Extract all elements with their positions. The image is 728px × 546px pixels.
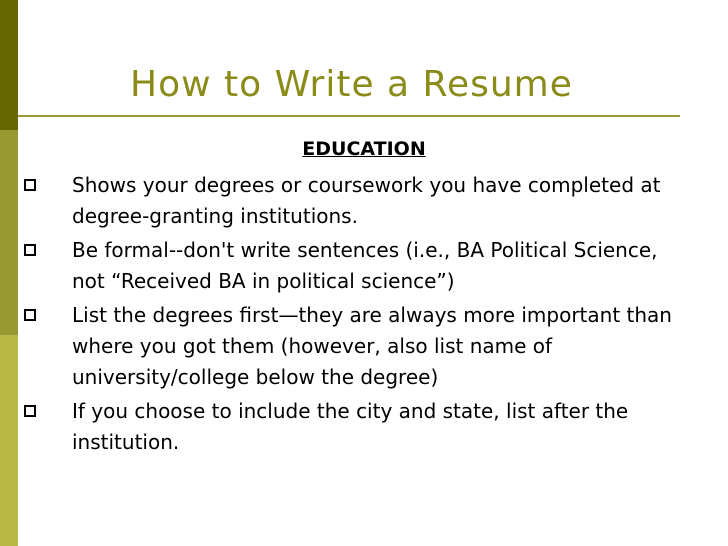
- square-bullet-icon: [24, 244, 36, 256]
- bullet-item: [16, 235, 686, 297]
- section-heading-text: EDUCATION: [302, 138, 426, 160]
- bullet-item: [16, 170, 686, 232]
- bullet-item: [16, 396, 686, 458]
- title-divider: [18, 115, 680, 117]
- bullet-text: Shows your degrees or coursework you have completed at degree-granting institutions.: [72, 173, 661, 228]
- square-bullet-icon: [24, 405, 36, 417]
- square-bullet-icon: [24, 179, 36, 191]
- bullet-text: If you choose to include the city and state, list after the institution.: [72, 399, 629, 454]
- bullet-text: List the degrees first—they are always more important than where you got them (however, also list name of university/college below the degree): [72, 303, 672, 389]
- bullet-list: [16, 170, 686, 461]
- bullet-item: [16, 300, 686, 393]
- slide-title: How to Write a Resume: [130, 64, 573, 105]
- square-bullet-icon: [24, 309, 36, 321]
- bullet-text: Be formal--don't write sentences (i.e., BA Political Science, not “Received BA in political science”): [72, 238, 658, 293]
- section-heading: [0, 138, 728, 160]
